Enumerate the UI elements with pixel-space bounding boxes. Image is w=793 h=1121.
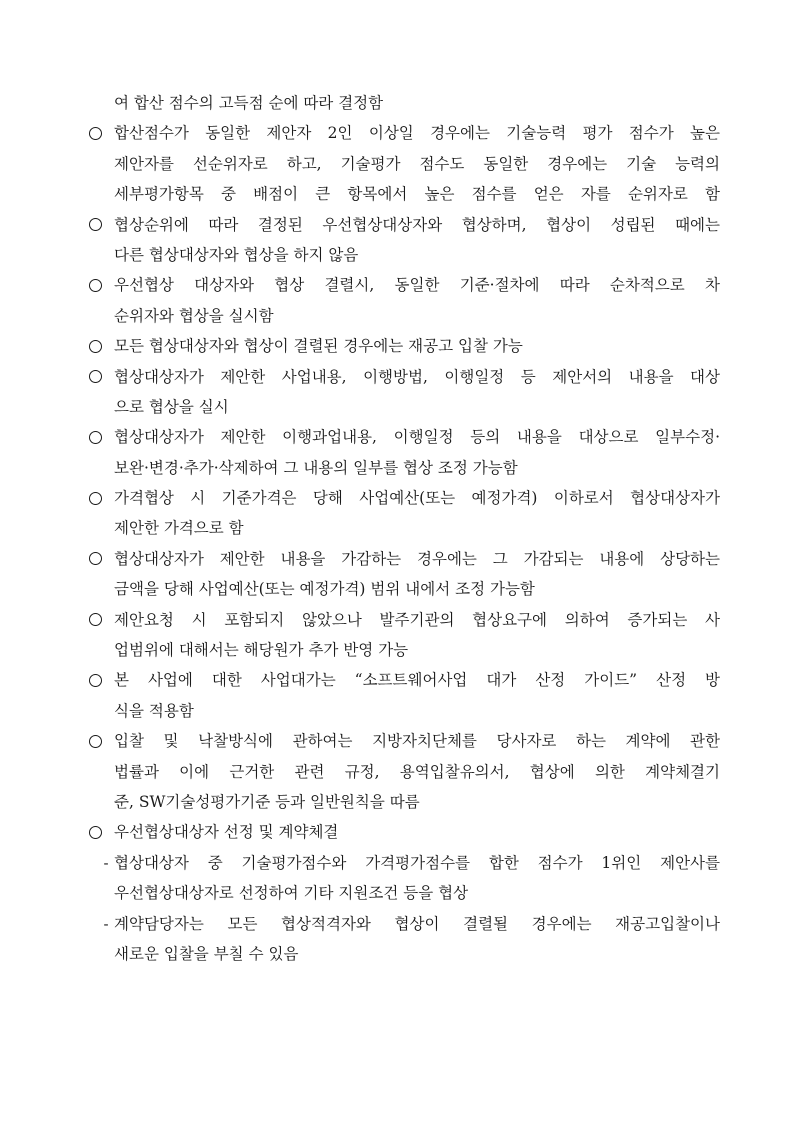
item-continuation-line xyxy=(84,787,720,817)
circle-bullet-icon xyxy=(84,331,106,361)
line-text: 우선협상 대상자와 협상 결렬시, 동일한 기준·절차에 따라 순차적으로 차 xyxy=(114,276,720,295)
item-continuation-line xyxy=(84,392,720,422)
circle-bullet-icon xyxy=(84,118,106,148)
line-text: 보완·변경·추가·삭제하여 그 내용의 일부를 협상 조정 가능함 xyxy=(114,458,518,477)
line-text: 준, SW기술성평가기준 등과 일반원칙을 따름 xyxy=(114,792,420,811)
line-text: 제안한 가격으로 함 xyxy=(114,519,244,538)
line-text: 으로 협상을 실시 xyxy=(114,397,229,416)
line-text: 우선협상대상자 선정 및 계약체결 xyxy=(114,823,339,842)
bullet-item-line xyxy=(84,270,720,300)
line-text: 계약담당자는 모든 협상적격자와 협상이 결렬될 경우에는 재공고입찰이나 xyxy=(114,914,720,933)
dash-item-continuation xyxy=(84,939,720,969)
bullet-item-line xyxy=(84,422,720,452)
circle-bullet-icon xyxy=(84,817,106,847)
line-text: 모든 협상대상자와 협상이 결렬된 경우에는 재공고 입찰 가능 xyxy=(114,337,523,356)
line-text: 우선협상대상자로 선정하여 기타 지원조건 등을 협상 xyxy=(114,884,469,903)
circle-bullet-icon xyxy=(84,726,106,756)
item-continuation-line xyxy=(84,88,720,118)
item-continuation-line xyxy=(84,301,720,331)
line-text: 금액을 당해 사업예산(또는 예정가격) 범위 내에서 조정 가능함 xyxy=(114,580,535,599)
bullet-item-line xyxy=(84,362,720,392)
line-text: 가격협상 시 기준가격은 당해 사업예산(또는 예정가격) 이하로서 협상대상자가 xyxy=(114,489,720,508)
item-continuation-line xyxy=(84,574,720,604)
bullet-item-line xyxy=(84,118,720,148)
item-continuation-line xyxy=(84,513,720,543)
circle-bullet-icon xyxy=(84,665,106,695)
dash-item-line xyxy=(84,909,720,939)
dash-item-line xyxy=(84,848,720,878)
line-text: 여 합산 점수의 고득점 순에 따라 결정함 xyxy=(114,94,384,112)
item-continuation-line xyxy=(84,149,720,179)
line-text: 협상순위에 따라 결정된 우선협상대상자와 협상하며, 협상이 성립된 때에는 xyxy=(114,215,720,234)
line-text: 제안자를 선순위자로 하고, 기술평가 점수도 동일한 경우에는 기술 능력의 xyxy=(114,154,720,173)
circle-bullet-icon xyxy=(84,544,106,574)
document-body xyxy=(84,88,720,969)
line-text: 협상대상자가 제안한 이행과업내용, 이행일정 등의 내용을 대상으로 일부수정· xyxy=(114,428,720,447)
line-text: 입찰 및 낙찰방식에 관하여는 지방자치단체를 당사자로 하는 계약에 관한 xyxy=(114,732,720,751)
bullet-item-line xyxy=(84,210,720,240)
item-continuation-line xyxy=(84,179,720,209)
line-text: 세부평가항목 중 배점이 큰 항목에서 높은 점수를 얻은 자를 순위자로 함 xyxy=(114,185,720,204)
line-text: 법률과 이에 근거한 관련 규정, 용역입찰유의서, 협상에 의한 계약체결기 xyxy=(114,762,720,781)
item-continuation-line xyxy=(84,240,720,270)
dash-marker: - xyxy=(103,853,109,872)
bullet-item-line xyxy=(84,817,720,847)
bullet-item-line xyxy=(84,483,720,513)
circle-bullet-icon xyxy=(84,483,106,513)
circle-bullet-icon xyxy=(84,210,106,240)
line-text: 협상대상자가 제안한 사업내용, 이행방법, 이행일정 등 제안서의 내용을 대상 xyxy=(114,367,720,386)
line-text: 순위자와 협상을 실시함 xyxy=(114,306,274,325)
line-text: 본 사업에 대한 사업대가는 “소프트웨어사업 대가 산정 가이드” 산정 방 xyxy=(114,671,720,690)
line-text: 협상대상자 중 기술평가점수와 가격평가점수를 합한 점수가 1위인 제안사를 xyxy=(114,853,720,872)
circle-bullet-icon xyxy=(84,270,106,300)
bullet-item-line xyxy=(84,605,720,635)
line-text: 업범위에 대해서는 해당원가 추가 반영 가능 xyxy=(114,641,409,660)
line-text: 합산점수가 동일한 제안자 2인 이상일 경우에는 기술능력 평가 점수가 높은 xyxy=(114,124,720,143)
item-continuation-line xyxy=(84,453,720,483)
line-text: 새로운 입찰을 부칠 수 있음 xyxy=(114,944,299,963)
bullet-item-line xyxy=(84,544,720,574)
item-continuation-line xyxy=(84,757,720,787)
dash-marker: - xyxy=(103,914,109,933)
bullet-item-line xyxy=(84,665,720,695)
circle-bullet-icon xyxy=(84,422,106,452)
circle-bullet-icon xyxy=(84,605,106,635)
bullet-item-line xyxy=(84,331,720,361)
line-text: 식을 적용함 xyxy=(114,701,194,720)
line-text: 협상대상자가 제안한 내용을 가감하는 경우에는 그 가감되는 내용에 상당하는 xyxy=(114,549,720,568)
item-continuation-line xyxy=(84,696,720,726)
line-text: 제안요청 시 포함되지 않았으나 발주기관의 협상요구에 의하여 증가되는 사 xyxy=(114,610,720,629)
dash-item-continuation xyxy=(84,878,720,908)
item-continuation-line xyxy=(84,635,720,665)
line-text: 다른 협상대상자와 협상을 하지 않음 xyxy=(114,245,359,264)
bullet-item-line xyxy=(84,726,720,756)
circle-bullet-icon xyxy=(84,362,106,392)
